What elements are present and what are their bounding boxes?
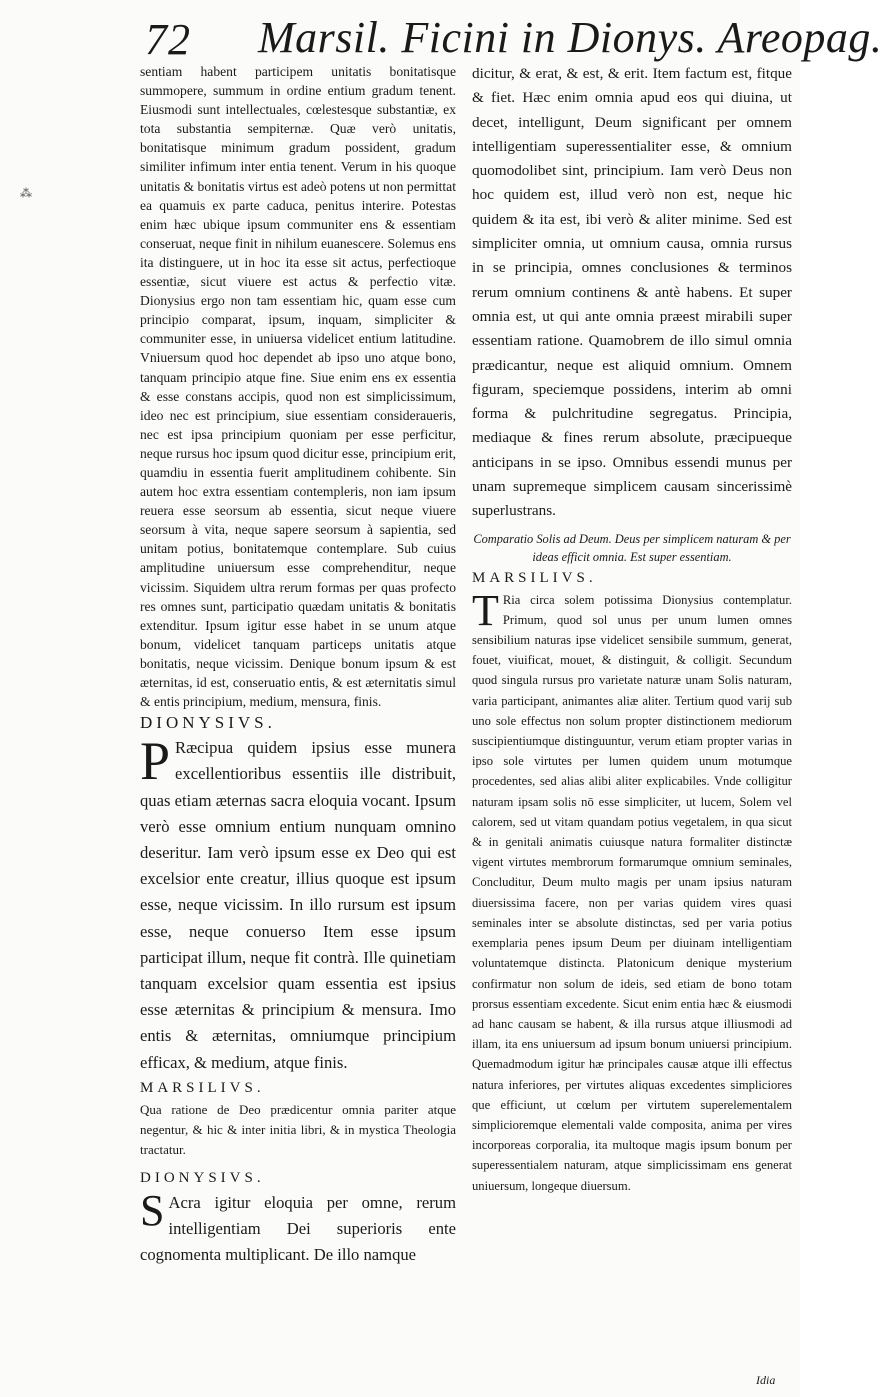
heading-dionysius-2: DIONYSIVS. xyxy=(140,1169,265,1186)
left-paragraph-4-text: Acra igitur eloquia per omne, rerum intelligentiam Dei superioris ente cognomenta multiplicant. De illo namque xyxy=(140,1192,456,1265)
side-note: Comparatio Solis ad Deum. Deus per simplicem naturam & per ideas efficit omnia. Est super essentiam. xyxy=(473,531,791,564)
left-paragraph-4 xyxy=(140,1185,456,1269)
left-paragraph-3: Qua ratione de Deo prædicentur omnia pariter atque negentur, & hic & inter initia libri, & in mystica Theologia tractatur. xyxy=(140,1101,456,1157)
right-paragraph-1: dicitur, & erat, & est, & erit. Item factum est, fitque & fiet. Hæc enim omnia apud eos qui diuina, ut decet, intelligunt, Deum significant per omnem intelligentiam superessentialiter esse, & omnium quomodolibet sint, principium. Iam verò Deus non hoc quidem est, illud verò non est, neque hic quidem & ita est, ibi verò & aliter minime. Sed est simpliciter omnia, ut omnium causa, omnia rursus in se principia, omnes conclusiones & terminos rerum omnium continens & antè habens. Et super omnia est, ut qui ante omnia præest mirabili super essentiam ratione. Quamobrem de illo simul omnia prædicantur, neque est aliquid omnium. Omnem figuram, speciemque possidens, interim ab omni forma & pulchritudine segregatus. Principia, mediaque & fines rerum absolute, præcipueque anticipans in se ipso. Omnibus essendi munus per unam supremeque simplicem causam sincerissimè superlustrans. xyxy=(472,65,792,520)
drop-cap-t: T xyxy=(472,585,499,635)
margin-mark: ⁂ xyxy=(20,186,32,200)
heading-marsilius-2: MARSILIVS. xyxy=(472,569,597,586)
left-paragraph-2-text: Ræcipua quidem ipsius esse munera excellentioribus essentiis ille distribuit, quas etiam æternas sacra eloquia vocant. Ipsum verò esse omnium entium nunquam omnino deseritur. Iam verò ipsum esse ex Deo qui est excelsior ente creatur, illius quoque est ipsum esse, neque vicissim. In illo rursum est ipsum esse, neque conuerso Item esse ipsum participat illum, neque fit contrà. Ille quinetiam tanquam excelsior quam essentia est ipsius esse æternitas & principium & mensura. Imo entis & æternitas, omniumque principium efficax, & medium, atque finis. xyxy=(140,738,456,1072)
drop-cap-p: P xyxy=(140,731,171,792)
right-column xyxy=(472,62,792,1374)
right-paragraph-2-text: Ria circa solem potissima Dionysius contemplatur. Primum, quod sol unus per unum lumen omnes sensibilium naturas ipse videlicet sensibile summum, generat, fouet, viuificat, mouet, & distinguit, & colligit. Secundum quod singula rursus pro varietate naturæ unam Solis naturam, varia participant, animantes aliæ aliter. Tertium quod varij sub uno sole effectus non solum propter distinctionem mediorum suscipientiumque distinguuntur, verum etiam propter varias in ipso sole virtutes per lumen quidem unum motumque procedentes, sed alias alibi aliter explicabiles. Vnde colligitur naturam ipsam solis nō esse simpliciter, ut lucem, Solem vel calorem, sed ut vitam quandam potius vegetalem, in qua sicut & in genitali animatis cuiusque natura formaliter distinctæ vigent virtutes membrorum formarumque omnium seminales, Concluditur, Deum multo magis per unam ipsius naturam diuersissima facere, non per varias quidem vires quasi seminales inter se absolute distinctas, sed per varia potius exemplaria penes ipsum Deum per diuinam intelligentiam voluntatemque distincta. Platonicum denique mysterium confirmatur non solum de ideis, sed etiam de bono totam prorsus essentiam excedente. Sicut enim entia hæc & eiusmodi ad hanc causam se habent, & illa rursus atque illiusmodi ad illam, ita ens uniuersum ad ipsum bonum uniuersi principium. Quemadmodum igitur hæ principales causæ atque illi effectus natura inferiores, per virtutes aliquas excedentes simpliciores que efficiunt, ut cœlum per virtutem superelementalem simplicioremque elementali valde composita, anima per vires incorporeas corporalia, ita multoque magis ipsum bonum per superessentialem naturam, atque simplicissimam ens generat uniuersum, longeque diuersum. xyxy=(472,592,792,1193)
left-paragraph-1: sentiam habent participem unitatis bonitatisque summopere, summum in ordine entium gradum tenent. Eiusmodi sunt intellectuales, cœlestesque substantiæ, ex tota substantia sempiternæ. Quæ verò unitatis, bonitatisque minimum gradum possident, gradum similiter infimum inter entia tenent. Verum in his quoque unitatis & bonitatis virtus est adeò potens ut non permittat ea quamuis ex parte caduca, penitus interire. Potestas enim hæc ubique ipsum communiter ens & essentiam conseruat, neque finit in nihilum euanescere. Solemus ens ita distinguere, ut in hoc ita esse sit actus, perfectioque essentiæ, sicut viuere est actus & perfectio vitæ. Dionysius ergo non tam essentiam hic, quam esse cum principio comparat, ipsum, inquam, simpliciter & communiter esse, in uniuersa videlicet entium latitudine. Vniuersum quod hoc dependet ab ipso uno atque bono, tanquam principio atque fine. Siue enim ens ex essentia & esse constans accipis, quod non est simplicissimum, ideo nec est principium, siue essentiam consideraueris, nec est ipsa principium quoniam per esse perficitur, neque rursus hoc ipsum quod dicitur esse, principium erit, quamdiu in essentia fuerit amplitudinem cohibente. Sin autem hoc extra essentiam contempleris, non iam ipsum reuera esse seorsum ab essentia, sicut neque viuere seorsum à vita, neque sapere seorsum à sapientia, sed unitam potius, bonitatemque contemplare. Sub cuius amplitudine uniuersum esse comprehenditur, neque vicissim. Siquidem ultra rerum formas per quas profecto res omnes sunt, participatio quædam unitatis & bonitatis extenditur. Ipsum igitur esse habet in se unum atque bonum, videlicet tanquam particeps unitatis atque bonitatis, neque vicissim. Denique bonum ipsum & est æternitas, id est, conseruatio entis, & est æternitatis simul & entis principium, medium, mensura, finis. xyxy=(140,64,456,710)
page-number: 72 xyxy=(145,15,191,64)
drop-cap-s: S xyxy=(140,1185,165,1235)
heading-dionysius-1: DIONYSIVS. xyxy=(140,713,276,733)
right-paragraph-2 xyxy=(472,585,792,1196)
left-paragraph-2 xyxy=(140,731,456,1076)
heading-marsilius-1: MARSILIVS. xyxy=(140,1079,265,1096)
left-column xyxy=(140,62,456,1362)
catchword: Idia xyxy=(756,1373,776,1387)
running-head: Marsil. Ficini in Dionys. Areopag. xyxy=(258,13,882,62)
page-header xyxy=(0,0,882,64)
